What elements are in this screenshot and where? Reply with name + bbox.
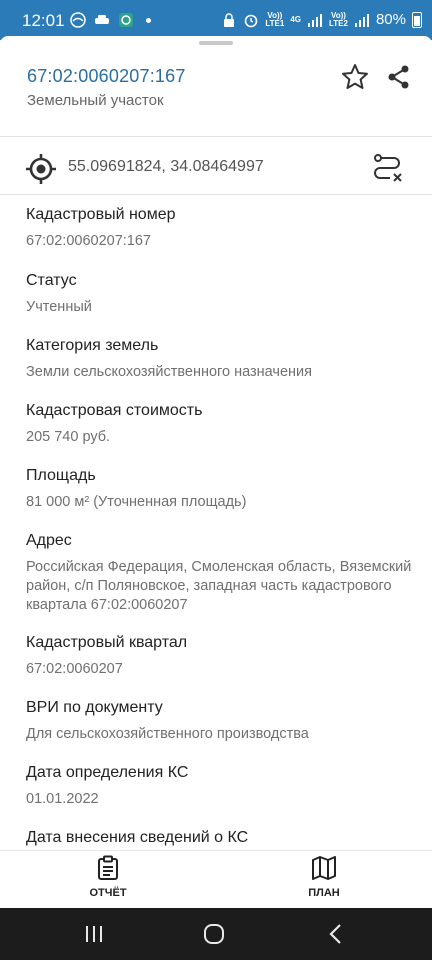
object-type-subtitle: Земельный участок bbox=[27, 92, 164, 109]
battery-percent: 80% bbox=[375, 11, 406, 28]
field-value: Учтенный bbox=[26, 299, 92, 315]
sim2-indicator: Vo)) LTE2 bbox=[329, 10, 348, 28]
field-label: Кадастровая стоимость bbox=[26, 402, 203, 419]
status-bar bbox=[0, 0, 432, 40]
field-value: 81 000 м² (Уточненная площадь) bbox=[26, 494, 247, 510]
field-land-category bbox=[26, 336, 416, 382]
field-value: 01.01.2022 bbox=[26, 791, 99, 807]
battery-icon bbox=[412, 12, 422, 28]
field-label: Площадь bbox=[26, 467, 96, 484]
star-icon[interactable] bbox=[340, 62, 370, 92]
sim1-indicator: Vo)) LTE1 bbox=[265, 10, 285, 28]
field-permitted-use bbox=[26, 698, 416, 744]
more-notifications-dot bbox=[146, 18, 151, 23]
field-area bbox=[26, 466, 416, 512]
signal-icon bbox=[307, 12, 323, 28]
home-icon[interactable] bbox=[202, 922, 226, 946]
drag-handle[interactable] bbox=[199, 41, 233, 45]
cadastral-number-title[interactable]: 67:02:0060207:167 bbox=[27, 66, 186, 86]
divider bbox=[0, 136, 432, 137]
field-valuation-entry-date bbox=[26, 828, 416, 850]
tab-plan[interactable] bbox=[279, 855, 369, 905]
field-cadastral-number bbox=[26, 205, 416, 251]
car-icon bbox=[94, 12, 110, 28]
field-label: ВРИ по документу bbox=[26, 699, 163, 716]
gps-target-icon[interactable] bbox=[24, 152, 58, 186]
field-value: Российская Федерация, Смоленская область, Вяземский район, с/п Поляновское, западная часть кадастрового квартала 67:02:0060207 bbox=[26, 559, 412, 613]
report-icon bbox=[96, 855, 120, 881]
field-status bbox=[26, 271, 416, 317]
alarm-icon bbox=[243, 12, 259, 28]
app-notification-icon bbox=[70, 12, 86, 28]
coordinates-text[interactable]: 55.09691824, 34.08464997 bbox=[68, 158, 264, 175]
field-label: Кадастровый квартал bbox=[26, 634, 188, 651]
share-icon[interactable] bbox=[384, 62, 414, 92]
parcel-fields-list[interactable] bbox=[0, 195, 432, 850]
clock: 12:01 bbox=[22, 11, 65, 30]
field-valuation-date bbox=[26, 763, 416, 809]
coordinates-row[interactable] bbox=[0, 140, 432, 192]
field-cadastral-quarter bbox=[26, 633, 416, 679]
system-indicators bbox=[221, 11, 422, 28]
system-nav-bar bbox=[0, 908, 432, 960]
parcel-info-sheet bbox=[0, 36, 432, 908]
route-clear-icon[interactable] bbox=[370, 150, 404, 184]
lte-indicator: 4G bbox=[290, 14, 301, 24]
field-label: Дата внесения сведений о КС bbox=[26, 829, 249, 846]
tab-report-label: ОТЧЁТ bbox=[89, 887, 127, 899]
lock-icon bbox=[221, 12, 237, 28]
field-label: Дата определения КС bbox=[26, 764, 189, 781]
field-label: Кадастровый номер bbox=[26, 206, 176, 223]
map-icon bbox=[311, 855, 337, 881]
field-label: Адрес bbox=[26, 532, 72, 549]
tab-report[interactable] bbox=[63, 855, 153, 905]
notification-icons bbox=[70, 12, 151, 28]
app-badge-icon bbox=[118, 12, 134, 28]
signal-icon bbox=[354, 12, 370, 28]
back-icon[interactable] bbox=[324, 922, 348, 946]
field-value: 67:02:0060207 bbox=[26, 661, 123, 677]
field-value: 205 740 руб. bbox=[26, 429, 111, 445]
field-value: Земли сельскохозяйственного назначения bbox=[26, 364, 312, 380]
field-address bbox=[26, 531, 416, 615]
bottom-tab-bar bbox=[0, 850, 432, 908]
field-cadastral-value bbox=[26, 401, 416, 447]
field-value: 67:02:0060207:167 bbox=[26, 233, 151, 249]
field-label: Статус bbox=[26, 272, 77, 289]
recents-icon[interactable] bbox=[82, 922, 106, 946]
field-value: Для сельскохозяйственного производства bbox=[26, 726, 309, 742]
tab-plan-label: ПЛАН bbox=[308, 887, 340, 899]
field-label: Категория земель bbox=[26, 337, 159, 354]
